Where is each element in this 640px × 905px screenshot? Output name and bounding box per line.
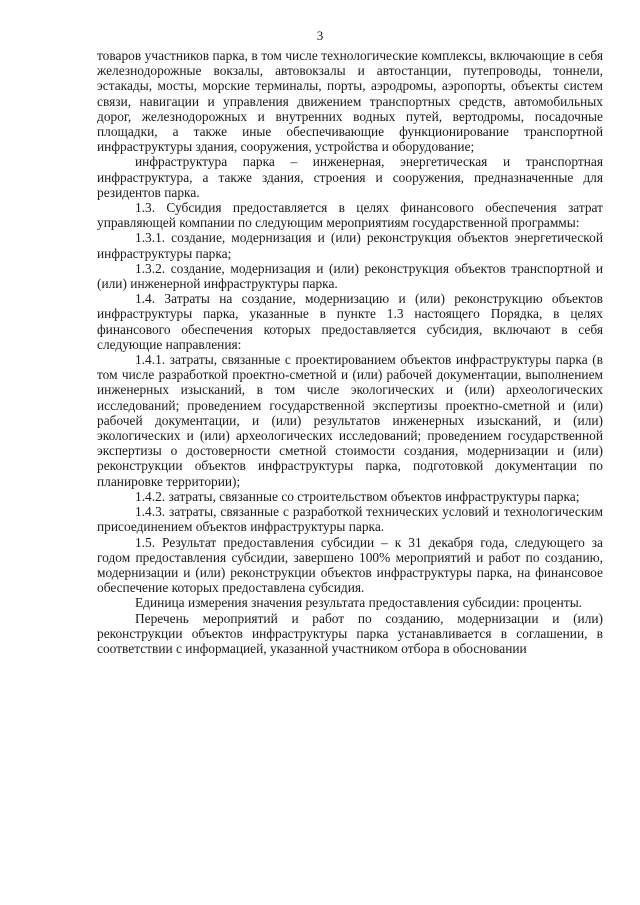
- paragraph: инфраструктура парка – инженерная, энергетическая и транспортная инфраструктура, а также здания, строения и сооружения, предназначенные для резидентов парка.: [97, 154, 603, 200]
- paragraph: Единица измерения значения результата предоставления субсидии: проценты.: [135, 595, 583, 611]
- paragraph: 1.3.2. создание, модернизация и (или) реконструкция объектов транспортной и (или) инженерной инфраструктуры парка.: [97, 260, 603, 292]
- paragraph: товаров участников парка, в том числе технологические комплексы, включающие в себя железнодорожные вокзалы, автовокзалы и автостанции, путепроводы, тоннели, эстакады, мосты, морские терминалы, порты, аэродромы, аэропорты, объекты систем связи, навигации и управления движением транспортных средств, автомобильных дорог, железнодорожных и внутренних водных путей, вертодромы, посадочные площадки, а также иные обеспечивающие функционирование транспортной инфраструктуры здания, сооружения, устройства и оборудование;: [97, 48, 603, 155]
- paragraph: 1.3. Субсидия предоставляется в целях финансового обеспечения затрат управляющей компании по следующим мероприятиям государственной программы:: [97, 200, 603, 231]
- paragraph: 1.4.3. затраты, связанные с разработкой технических условий и технологическим присоединением объектов инфраструктуры парка.: [97, 504, 603, 535]
- paragraph: 1.4. Затраты на создание, модернизацию и (или) реконструкцию объектов инфраструктуры парка, указанные в пункте 1.3 настоящего Порядка, в целях финансового обеспечения которых предоставляется субсидия, включают в себя следующие направления:: [97, 291, 603, 352]
- document-body: [97, 48, 603, 656]
- page-number: 3: [316, 28, 324, 43]
- paragraph: 1.3.1. создание, модернизация и (или) реконструкция объектов энергетической инфраструктуры парка;: [97, 230, 603, 261]
- paragraph: 1.5. Результат предоставления субсидии – к 31 декабря года, следующего за годом предоставления субсидии, завершено 100% мероприятий и работ по созданию, модернизации и (или) реконструкции объектов инфраструктуры парка, на финансовое обеспечение которых предоставлена субсидия.: [97, 534, 603, 596]
- paragraph: 1.4.2. затраты, связанные со строительством объектов инфраструктуры парка;: [135, 488, 580, 504]
- paragraph: 1.4.1. затраты, связанные с проектированием объектов инфраструктуры парка (в том числе разработкой проектно-сметной и (или) рабочей документации, выполнением инженерных изысканий, в том числе экологических и (или) археологических исследований; проведением государственной экспертизы проектно-сметной и (или) рабочей документации, и (или) результатов инженерных изысканий, и (или) экологических и (или) археологических исследований; проведением государственной экспертизы о достоверности сметной стоимости создания, модернизации и (или) реконструкции объектов инфраструктуры парка, подготовкой документации по планировке территории);: [97, 352, 603, 489]
- paragraph: Перечень мероприятий и работ по созданию, модернизации и (или) реконструкции объектов инфраструктуры парка устанавливается в соглашении, в соответствии с информацией, указанной участником отбора в обосновании: [97, 610, 603, 656]
